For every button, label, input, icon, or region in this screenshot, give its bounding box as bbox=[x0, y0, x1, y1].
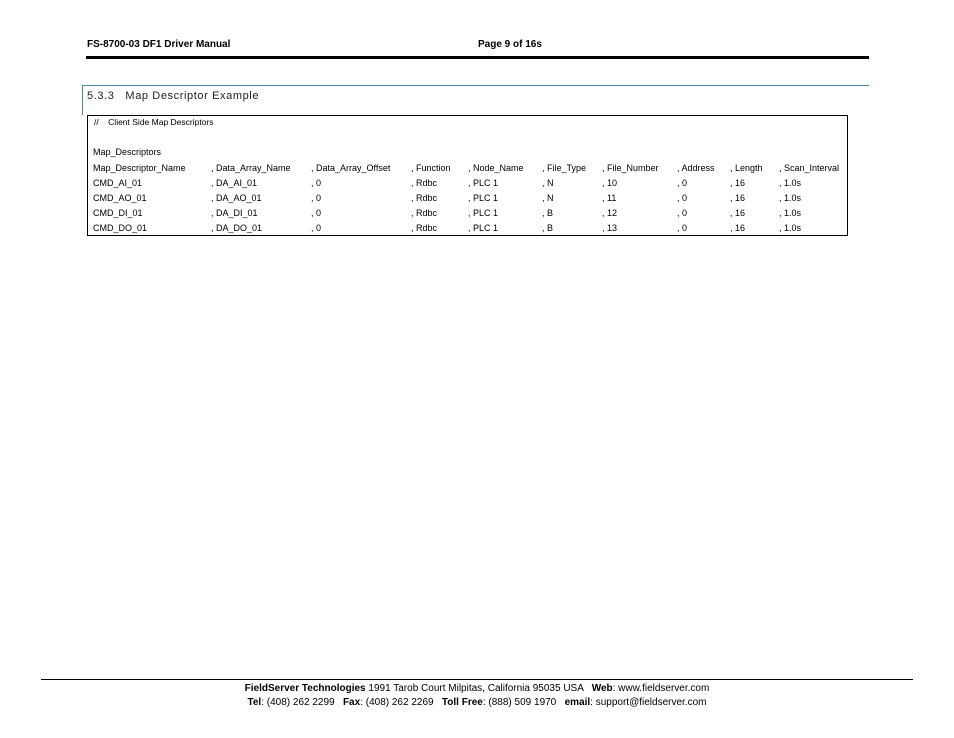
table-cell: , Rdbc bbox=[411, 222, 438, 233]
table-cell: , N bbox=[542, 177, 554, 188]
table-cell: , 0 bbox=[311, 177, 322, 188]
table-row bbox=[93, 205, 851, 220]
footer-fax: : (408) 262 2269 bbox=[360, 697, 442, 708]
table-cell: , 0 bbox=[677, 207, 688, 218]
table-cell: , Rdbc bbox=[411, 207, 438, 218]
table-cell: , N bbox=[542, 192, 554, 203]
column-header: , Data_Array_Name bbox=[211, 162, 291, 173]
table-cell: , PLC 1 bbox=[468, 222, 499, 233]
table-row bbox=[93, 175, 851, 190]
table-cell: CMD_AO_01 bbox=[93, 192, 147, 203]
table-cell: , DA_DO_01 bbox=[211, 222, 263, 233]
table-cell: , 1.0s bbox=[779, 192, 802, 203]
table-cell: CMD_AI_01 bbox=[93, 177, 143, 188]
column-header: , Address bbox=[677, 162, 715, 173]
footer-rule bbox=[41, 679, 913, 680]
table-cell: , 12 bbox=[602, 207, 618, 218]
footer-web-label: Web bbox=[591, 683, 613, 694]
table-cell: CMD_DI_01 bbox=[93, 207, 143, 218]
footer-address-line bbox=[0, 683, 954, 694]
table-header-row bbox=[93, 160, 851, 175]
table-cell: , B bbox=[542, 207, 554, 218]
table-cell: , PLC 1 bbox=[468, 207, 499, 218]
footer-tel: : (408) 262 2299 bbox=[261, 697, 343, 708]
table-cell: , 0 bbox=[311, 222, 322, 233]
document-title: FS-8700-03 DF1 Driver Manual bbox=[87, 39, 231, 50]
column-header: , Length bbox=[730, 162, 763, 173]
page-number: Page 9 of 16s bbox=[478, 39, 542, 50]
table-cell: , 1.0s bbox=[779, 177, 802, 188]
table-cell: , 0 bbox=[311, 207, 322, 218]
table-cell: , 16 bbox=[730, 177, 746, 188]
table-cell: , 11 bbox=[602, 192, 617, 203]
table-cell: , B bbox=[542, 222, 554, 233]
column-header: , Data_Array_Offset bbox=[311, 162, 391, 173]
footer-email-link[interactable]: : support@fieldserver.com bbox=[590, 697, 707, 708]
column-header: Map_Descriptor_Name bbox=[93, 162, 186, 173]
table-cell: , Rdbc bbox=[411, 192, 438, 203]
table-cell: , DA_AI_01 bbox=[211, 177, 258, 188]
footer-web-link[interactable]: : www.fieldserver.com bbox=[612, 683, 710, 694]
table-cell: , PLC 1 bbox=[468, 192, 499, 203]
column-header: , Node_Name bbox=[468, 162, 524, 173]
column-header: , Function bbox=[411, 162, 451, 173]
footer-tel-label: Tel bbox=[247, 697, 262, 708]
table-cell: , Rdbc bbox=[411, 177, 438, 188]
footer-email-label: email bbox=[564, 697, 591, 708]
table-cell: , 1.0s bbox=[779, 207, 802, 218]
table-cell: , DA_DI_01 bbox=[211, 207, 258, 218]
table-cell: , 13 bbox=[602, 222, 618, 233]
column-header: , File_Type bbox=[542, 162, 587, 173]
column-header: , File_Number bbox=[602, 162, 659, 173]
footer-address: 1991 Tarob Court Milpitas, California 95035 USA bbox=[365, 683, 592, 694]
map-descriptor-table bbox=[93, 160, 851, 235]
table-cell: , 0 bbox=[311, 192, 322, 203]
footer-contact-line bbox=[0, 697, 954, 708]
table-cell: , 16 bbox=[730, 207, 746, 218]
table-cell: CMD_DO_01 bbox=[93, 222, 148, 233]
footer-tollfree: : (888) 509 1970 bbox=[482, 697, 565, 708]
table-cell: , 1.0s bbox=[779, 222, 802, 233]
footer-company: FieldServer Technologies bbox=[244, 683, 366, 694]
table-cell: , DA_AO_01 bbox=[211, 192, 262, 203]
table-cell: , 16 bbox=[730, 192, 746, 203]
table-cell: , 16 bbox=[730, 222, 746, 233]
table-cell: , 0 bbox=[677, 192, 688, 203]
header-rule bbox=[86, 56, 869, 59]
table-cell: , 0 bbox=[677, 222, 688, 233]
table-cell: , 10 bbox=[602, 177, 618, 188]
table-row bbox=[93, 220, 851, 235]
map-descriptors-label: Map_Descriptors bbox=[93, 147, 162, 157]
section-heading-leftline bbox=[82, 85, 83, 115]
column-header: , Scan_Interval bbox=[779, 162, 840, 173]
code-comment: // Client Side Map Descriptors bbox=[94, 117, 214, 127]
section-heading-topline bbox=[82, 85, 869, 86]
footer-fax-label: Fax bbox=[342, 697, 361, 708]
table-row bbox=[93, 190, 851, 205]
table-cell: , 0 bbox=[677, 177, 688, 188]
table-cell: , PLC 1 bbox=[468, 177, 499, 188]
footer-tollfree-label: Toll Free bbox=[441, 697, 483, 708]
section-title: 5.3.3 Map Descriptor Example bbox=[87, 90, 260, 102]
